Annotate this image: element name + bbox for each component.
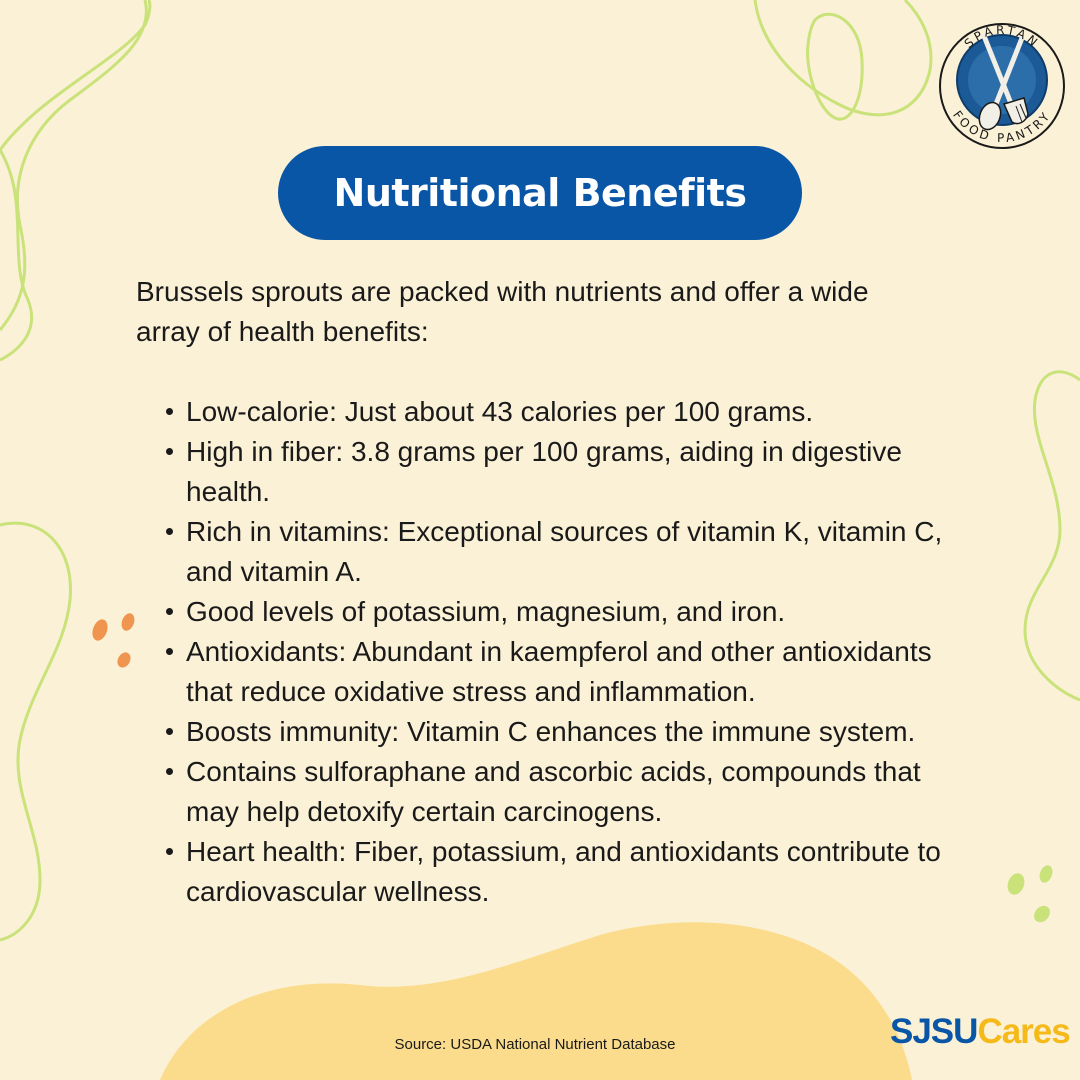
list-item: Rich in vitamins: Exceptional sources of vitamin K, vitamin C, and vitamin A.	[186, 512, 962, 592]
brand-part-cares: Cares	[977, 1012, 1070, 1051]
intro-text: Brussels sprouts are packed with nutrients and offer a wide array of health benefits:	[136, 276, 869, 347]
logo-text-top: SPARTAN	[961, 22, 1043, 51]
page-title: Nutritional Benefits	[333, 171, 747, 215]
list-item: High in fiber: 3.8 grams per 100 grams, aiding in digestive health.	[186, 432, 962, 512]
list-item: Heart health: Fiber, potassium, and antioxidants contribute to cardiovascular wellness.	[186, 832, 962, 912]
list-item: Antioxidants: Abundant in kaempferol and other antioxidants that reduce oxidative stress and inflammation.	[186, 632, 962, 712]
svg-text:FOOD PANTRY	[950, 108, 1054, 145]
source-note: Source: USDA National Nutrient Database	[394, 1036, 676, 1053]
green-line-top-right	[755, 0, 931, 115]
svg-text:SPARTAN	[962, 23, 1043, 51]
green-dot	[1037, 863, 1054, 884]
sjsu-cares-logo	[890, 1012, 1070, 1052]
benefits-list	[186, 392, 962, 912]
orange-dot	[115, 650, 133, 670]
logo-text-bottom: FOOD PANTRY	[950, 107, 1054, 146]
list-item: Boosts immunity: Vitamin C enhances the immune system.	[186, 712, 962, 752]
list-item: Good levels of potassium, magnesium, and iron.	[186, 592, 962, 632]
orange-dot	[90, 617, 111, 642]
list-item: Contains sulforaphane and ascorbic acids, compounds that may help detoxify certain carcinogens.	[186, 752, 962, 832]
green-dot	[1031, 903, 1053, 926]
orange-dot	[119, 611, 136, 632]
logo-text	[938, 22, 1066, 150]
green-dot	[1005, 871, 1028, 897]
green-line-left	[0, 523, 70, 940]
title-pill	[278, 146, 802, 240]
green-line-right	[1025, 372, 1080, 700]
list-item: Low-calorie: Just about 43 calories per 100 grams.	[186, 392, 962, 432]
yellow-blob	[160, 922, 912, 1080]
brand-part-sjsu: SJSU	[890, 1012, 978, 1051]
